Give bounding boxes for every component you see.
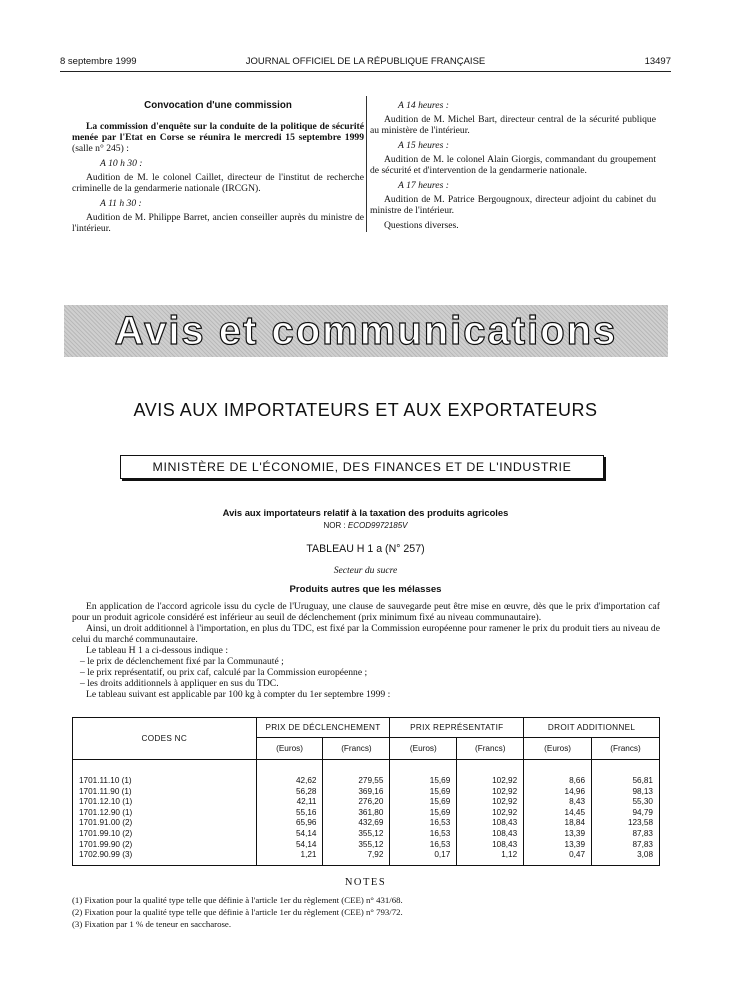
convocation-intro-bold: La commission d'enquête sur la conduite de la politique de sécurité menée par l'Etat en Corse se réunira le mercredi 15 septembre 1999 (72, 121, 364, 143)
table-row (73, 840, 660, 851)
value-cell: 16,53 (390, 829, 457, 840)
time-label: A 15 heures : (398, 140, 449, 151)
audition-text: Audition de M. le colonel Alain Giorgis, commandant du groupement de sécurité et d'intervention de la gendarmerie nationale. (370, 154, 656, 176)
value-cell: 1,21 (256, 850, 323, 865)
code-cell: 1701.12.90 (1) (73, 808, 257, 819)
value-cell: 16,53 (390, 818, 457, 829)
paragraph: Le tableau suivant est applicable par 100 kg à compter du 1er septembre 1999 : (86, 689, 391, 700)
value-cell: 94,79 (592, 808, 660, 819)
value-cell: 102,92 (457, 797, 524, 808)
value-cell: 87,83 (592, 840, 660, 851)
nor-code: ECOD9972185V (347, 521, 408, 530)
ministry-box: MINISTÈRE DE L'ÉCONOMIE, DES FINANCES ET DE L'INDUSTRIE (120, 455, 604, 479)
paragraph: Ainsi, un droit additionnel à l'importation, en plus du TDC, est fixé par la Commission européenne pour ramener le prix du produit tiers au niveau de celui du marché communautaire. (72, 623, 660, 645)
value-cell: 42,11 (256, 797, 323, 808)
avis-subtitle: Avis aux importateurs relatif à la taxation des produits agricoles (222, 507, 509, 518)
audition-text: Audition de M. le colonel Caillet, directeur de l'institut de recherche criminelle de la gendarmerie nationale (IRCGN). (72, 172, 364, 194)
spacer-row (73, 760, 660, 777)
unit-header: (Euros) (256, 738, 323, 760)
time-label: A 10 h 30 : (100, 158, 143, 169)
unit-header: (Francs) (592, 738, 660, 760)
value-cell: 14,45 (524, 808, 592, 819)
code-cell: 1701.91.00 (2) (73, 818, 257, 829)
table-row (73, 850, 660, 865)
value-cell: 0,17 (390, 850, 457, 865)
time-slot (370, 180, 656, 191)
right-column (370, 100, 656, 235)
value-cell: 54,14 (256, 840, 323, 851)
list-item: – les droits additionnels à appliquer en sus du TDC. (80, 678, 279, 689)
body-text (72, 601, 660, 700)
value-cell: 108,43 (457, 829, 524, 840)
table-row (73, 818, 660, 829)
value-cell: 276,20 (323, 797, 390, 808)
value-cell: 3,08 (592, 850, 660, 865)
table-row (73, 829, 660, 840)
value-cell: 8,66 (524, 776, 592, 787)
code-cell: 1701.12.10 (1) (73, 797, 257, 808)
secteur-heading: Secteur du sucre (333, 565, 398, 576)
unit-header: (Euros) (390, 738, 457, 760)
table-row (73, 787, 660, 798)
value-cell: 15,69 (390, 776, 457, 787)
value-cell: 355,12 (323, 829, 390, 840)
value-cell: 15,69 (390, 787, 457, 798)
value-cell: 18,84 (524, 818, 592, 829)
questions-diverses: Questions diverses. (384, 220, 459, 231)
value-cell: 279,55 (323, 776, 390, 787)
code-cell: 1701.99.90 (2) (73, 840, 257, 851)
unit-header: (Francs) (457, 738, 524, 760)
value-cell: 14,96 (524, 787, 592, 798)
value-cell: 55,16 (256, 808, 323, 819)
left-column (72, 100, 364, 238)
audition-text: Audition de M. Michel Bart, directeur central de la sécurité publique au ministère de l'intérieur. (370, 114, 656, 136)
time-label: A 14 heures : (398, 100, 449, 111)
note-item: (3) Fixation par 1 % de teneur en saccharose. (72, 919, 232, 929)
value-cell: 42,62 (256, 776, 323, 787)
avis-heading: AVIS AUX IMPORTATEURS ET AUX EXPORTATEURS (133, 400, 598, 420)
notes-title: NOTES (344, 877, 387, 888)
value-cell: 369,16 (323, 787, 390, 798)
value-cell: 55,30 (592, 797, 660, 808)
notes (72, 894, 660, 930)
audition-text: Audition de M. Philippe Barret, ancien conseiller auprès du ministre de l'intérieur. (72, 212, 364, 234)
note-item: (1) Fixation pour la qualité type telle que définie à l'article 1er du règlement (CEE) n° 431/68. (72, 895, 403, 905)
value-cell: 13,39 (524, 840, 592, 851)
section-banner (64, 305, 668, 357)
list-item: – le prix de déclenchement fixé par la Communauté ; (80, 656, 284, 667)
paragraph: En application de l'accord agricole issu du cycle de l'Uruguay, une clause de sauvegarde peut être mise en œuvre, dès que le prix d'importation caf pour un produit agricole considéré est inférieur au seuil de déclenchement (prix minimum fixé au niveau communautaire). (72, 601, 660, 623)
page-header (60, 56, 671, 72)
time-slot (72, 198, 364, 209)
value-cell: 16,53 (390, 840, 457, 851)
audition-text: Audition de M. Patrice Bergougnoux, directeur adjoint du cabinet du ministre de l'intérieur. (370, 194, 656, 216)
tariff-table (72, 717, 660, 866)
time-label: A 11 h 30 : (100, 198, 142, 209)
value-cell: 102,92 (457, 808, 524, 819)
list-item: – le prix représentatif, ou prix caf, calculé par la Commission européenne ; (80, 667, 368, 678)
value-cell: 56,28 (256, 787, 323, 798)
value-cell: 102,92 (457, 776, 524, 787)
table-body (73, 760, 660, 866)
value-cell: 108,43 (457, 840, 524, 851)
value-cell: 123,58 (592, 818, 660, 829)
column-divider (366, 96, 367, 232)
header-rule (60, 71, 671, 72)
header-page-number: 13497 (644, 56, 671, 67)
value-cell: 98,13 (592, 787, 660, 798)
group-header: DROIT ADDITIONNEL (524, 718, 660, 738)
value-cell: 1,12 (457, 850, 524, 865)
value-cell: 13,39 (524, 829, 592, 840)
value-cell: 15,69 (390, 808, 457, 819)
value-cell: 56,81 (592, 776, 660, 787)
table-row (73, 776, 660, 787)
value-cell: 54,14 (256, 829, 323, 840)
paragraph: Le tableau H 1 a ci-dessous indique : (86, 645, 228, 656)
header-journal-title: JOURNAL OFFICIEL DE LA RÉPUBLIQUE FRANÇAISE (245, 56, 486, 67)
banner-title: Avis et communications (114, 308, 618, 353)
table-row (73, 808, 660, 819)
convocation-intro (72, 121, 364, 154)
value-cell: 0,47 (524, 850, 592, 865)
value-cell: 65,96 (256, 818, 323, 829)
value-cell: 432,69 (323, 818, 390, 829)
value-cell: 8,43 (524, 797, 592, 808)
unit-header: (Francs) (323, 738, 390, 760)
time-slot (370, 140, 656, 151)
time-slot (370, 100, 656, 111)
table-row (73, 797, 660, 808)
value-cell: 361,80 (323, 808, 390, 819)
value-cell: 87,83 (592, 829, 660, 840)
value-cell: 15,69 (390, 797, 457, 808)
produits-heading: Produits autres que les mélasses (289, 584, 442, 595)
tableau-title: TABLEAU H 1 a (N° 257) (306, 543, 425, 555)
codes-header: CODES NC (73, 718, 257, 760)
value-cell: 7,92 (323, 850, 390, 865)
time-slot (72, 158, 364, 169)
value-cell: 108,43 (457, 818, 524, 829)
nor-label: NOR : (323, 521, 348, 530)
value-cell: 355,12 (323, 840, 390, 851)
code-cell: 1701.11.10 (1) (73, 776, 257, 787)
value-cell: 102,92 (457, 787, 524, 798)
note-item: (2) Fixation pour la qualité type telle que définie à l'article 1er du règlement (CEE) n° 793/72. (72, 907, 403, 917)
nor-reference (0, 521, 731, 530)
unit-header: (Euros) (524, 738, 592, 760)
group-header: PRIX REPRÉSENTATIF (390, 718, 524, 738)
code-cell: 1702.90.99 (3) (73, 850, 257, 865)
convocation-title: Convocation d'une commission (144, 100, 292, 111)
convocation-intro-rest: (salle n° 245) : (72, 143, 129, 154)
code-cell: 1701.99.10 (2) (73, 829, 257, 840)
time-label: A 17 heures : (398, 180, 449, 191)
group-header: PRIX DE DÉCLENCHEMENT (256, 718, 390, 738)
header-date: 8 septembre 1999 (60, 56, 137, 67)
code-cell: 1701.11.90 (1) (73, 787, 257, 798)
